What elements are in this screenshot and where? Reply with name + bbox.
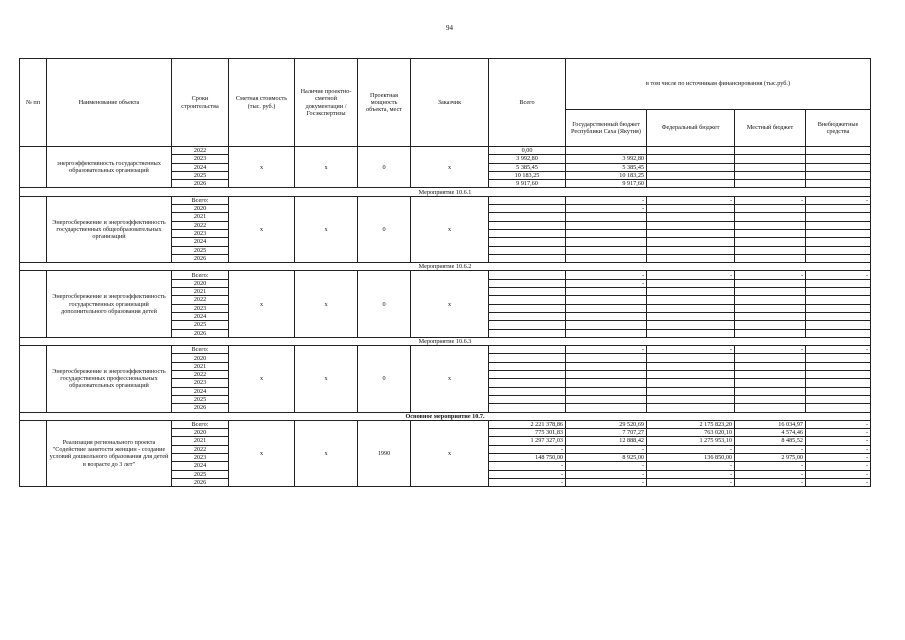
cell-object-name: Энергосбережение и энергоэффективность государственных профессиональных образовательных организаций (47, 346, 172, 412)
cell-federal: 2 175 823,20 (647, 420, 735, 428)
cell-year: 2021 (172, 213, 229, 221)
cell-customer: x (411, 346, 489, 412)
cell-federal (647, 254, 735, 262)
cell-regional (566, 312, 647, 320)
cell-regional (566, 246, 647, 254)
cell-federal: - (647, 478, 735, 486)
cell-federal (647, 246, 735, 254)
cell-offbudget (806, 312, 871, 320)
cell-total (489, 312, 566, 320)
cell-local: - (735, 196, 806, 204)
cell-offbudget (806, 321, 871, 329)
cell-year: Всего: (172, 196, 229, 204)
cell-regional (566, 395, 647, 403)
cell-year: 2024 (172, 163, 229, 171)
cell-capacity: 0 (358, 271, 411, 337)
cell-year: 2024 (172, 312, 229, 320)
cell-federal (647, 354, 735, 362)
table-row (20, 147, 871, 155)
cell-year: 2021 (172, 288, 229, 296)
cell-year: Всего: (172, 271, 229, 279)
header-federal: Федеральный бюджет (647, 110, 735, 147)
cell-offbudget (806, 155, 871, 163)
cell-total: - (489, 462, 566, 470)
section-title: Основное мероприятие 10.7. (20, 412, 871, 420)
section-title: Мероприятие 10.6.2 (20, 263, 871, 271)
cell-local: 8 485,52 (735, 437, 806, 445)
cell-offbudget (806, 395, 871, 403)
cell-local: - (735, 478, 806, 486)
cell-regional (566, 387, 647, 395)
table-header (20, 59, 871, 147)
cell-local (735, 229, 806, 237)
cell-total: 9 917,60 (489, 180, 566, 188)
cell-regional: 10 183,25 (566, 171, 647, 179)
cell-year: 2021 (172, 362, 229, 370)
cell-regional: 3 992,80 (566, 155, 647, 163)
cell-local (735, 329, 806, 337)
cell-capacity: 0 (358, 196, 411, 262)
cell-year: 2023 (172, 229, 229, 237)
cell-total (489, 296, 566, 304)
cell-offbudget (806, 238, 871, 246)
cell-total (489, 288, 566, 296)
cell-year: 2023 (172, 379, 229, 387)
cell-year: 2022 (172, 221, 229, 229)
cell-total (489, 404, 566, 412)
cell-offbudget (806, 229, 871, 237)
cell-federal (647, 379, 735, 387)
cell-offbudget: - (806, 453, 871, 461)
cell-local: 4 574,46 (735, 429, 806, 437)
cell-regional: 12 888,42 (566, 437, 647, 445)
page-number: 94 (446, 24, 453, 32)
cell-total (489, 254, 566, 262)
cell-total (489, 395, 566, 403)
cell-regional (566, 296, 647, 304)
cell-local (735, 371, 806, 379)
cell-year: 2020 (172, 354, 229, 362)
cell-num (20, 147, 47, 188)
cell-offbudget: - (806, 196, 871, 204)
cell-federal (647, 321, 735, 329)
cell-federal: - (647, 271, 735, 279)
cell-local (735, 205, 806, 213)
cell-total (489, 371, 566, 379)
cell-regional (566, 329, 647, 337)
cell-year: 2026 (172, 404, 229, 412)
cell-offbudget (806, 205, 871, 213)
cell-offbudget (806, 221, 871, 229)
cell-regional: - (566, 346, 647, 354)
cell-offbudget (806, 404, 871, 412)
cell-year: 2023 (172, 304, 229, 312)
header-cost: Сметная стоимость (тыс. руб.) (229, 59, 295, 147)
cell-offbudget (806, 180, 871, 188)
cell-regional (566, 379, 647, 387)
cell-federal (647, 163, 735, 171)
cell-total (489, 279, 566, 287)
financing-table (19, 58, 871, 487)
cell-regional: - (566, 445, 647, 453)
cell-num (20, 346, 47, 412)
cell-year: 2022 (172, 371, 229, 379)
cell-local (735, 254, 806, 262)
cell-regional (566, 404, 647, 412)
cell-federal: 1 275 953,10 (647, 437, 735, 445)
cell-total (489, 221, 566, 229)
section-row (20, 188, 871, 196)
cell-local (735, 312, 806, 320)
cell-offbudget: - (806, 462, 871, 470)
cell-federal: - (647, 445, 735, 453)
cell-object-name: Энергосбережение и энергоэффективность государственных организаций дополнительного образования детей (47, 271, 172, 337)
cell-num (20, 271, 47, 337)
cell-year: 2020 (172, 429, 229, 437)
cell-federal (647, 387, 735, 395)
cell-capacity: 0 (358, 346, 411, 412)
cell-year: 2025 (172, 470, 229, 478)
cell-total: 5 385,45 (489, 163, 566, 171)
cell-federal (647, 238, 735, 246)
cell-regional (566, 213, 647, 221)
cell-local (735, 379, 806, 387)
cell-total: - (489, 478, 566, 486)
cell-local: 16 034,97 (735, 420, 806, 428)
cell-regional: 8 925,00 (566, 453, 647, 461)
cell-regional (566, 254, 647, 262)
cell-offbudget (806, 387, 871, 395)
cell-object-name: Реализация регионального проекта "Содействие занятости женщин - создание условий дошкольного образования для детей в возрасте до 3 лет" (47, 420, 172, 486)
cell-local (735, 387, 806, 395)
cell-total (489, 196, 566, 204)
cell-regional (566, 321, 647, 329)
cell-year: 2020 (172, 279, 229, 287)
cell-year: 2022 (172, 147, 229, 155)
cell-federal: - (647, 196, 735, 204)
header-num: № пп (20, 59, 47, 147)
cell-customer: x (411, 271, 489, 337)
section-row (20, 337, 871, 345)
cell-cost: x (229, 271, 295, 337)
table-body (20, 147, 871, 487)
cell-total: - (489, 445, 566, 453)
header-terms: Сроки строительства (172, 59, 229, 147)
cell-total (489, 246, 566, 254)
cell-total (489, 205, 566, 213)
cell-year: 2024 (172, 387, 229, 395)
cell-regional (566, 238, 647, 246)
cell-offbudget: - (806, 470, 871, 478)
cell-docs: x (295, 271, 358, 337)
cell-total (489, 213, 566, 221)
cell-year: 2020 (172, 205, 229, 213)
cell-regional (566, 304, 647, 312)
cell-total (489, 354, 566, 362)
header-regional: Государственный бюджет Республики Саха (Якутия) (566, 110, 647, 147)
table-row (20, 346, 871, 354)
cell-regional: - (566, 279, 647, 287)
section-title: Мероприятие 10.6.3 (20, 337, 871, 345)
cell-customer: x (411, 147, 489, 188)
cell-year: 2026 (172, 180, 229, 188)
cell-year: Всего: (172, 420, 229, 428)
cell-regional (566, 147, 647, 155)
cell-offbudget (806, 147, 871, 155)
cell-local: - (735, 445, 806, 453)
cell-local (735, 321, 806, 329)
cell-local (735, 213, 806, 221)
cell-offbudget (806, 362, 871, 370)
cell-federal (647, 180, 735, 188)
cell-offbudget (806, 288, 871, 296)
cell-regional: 7 707,27 (566, 429, 647, 437)
header-customer: Заказчик (411, 59, 489, 147)
cell-federal (647, 229, 735, 237)
table-row (20, 271, 871, 279)
cell-num (20, 196, 47, 262)
cell-year: 2024 (172, 238, 229, 246)
cell-regional (566, 288, 647, 296)
cell-offbudget: - (806, 420, 871, 428)
cell-local: - (735, 271, 806, 279)
cell-year: Всего: (172, 346, 229, 354)
cell-year: 2026 (172, 478, 229, 486)
cell-year: 2025 (172, 171, 229, 179)
cell-capacity: 0 (358, 147, 411, 188)
cell-local (735, 296, 806, 304)
cell-total: 2 221 378,86 (489, 420, 566, 428)
cell-total: 3 992,80 (489, 155, 566, 163)
cell-local (735, 163, 806, 171)
cell-local (735, 180, 806, 188)
cell-regional: - (566, 470, 647, 478)
cell-federal (647, 371, 735, 379)
cell-total: 1 297 327,03 (489, 437, 566, 445)
cell-federal (647, 147, 735, 155)
cell-total: 10 183,25 (489, 171, 566, 179)
cell-customer: x (411, 420, 489, 486)
cell-local (735, 155, 806, 163)
cell-cost: x (229, 346, 295, 412)
cell-local (735, 279, 806, 287)
cell-offbudget: - (806, 478, 871, 486)
cell-total (489, 238, 566, 246)
cell-local (735, 354, 806, 362)
cell-year: 2025 (172, 395, 229, 403)
cell-offbudget (806, 213, 871, 221)
cell-offbudget (806, 279, 871, 287)
cell-year: 2022 (172, 445, 229, 453)
cell-year: 2026 (172, 254, 229, 262)
cell-regional (566, 354, 647, 362)
section-row (20, 263, 871, 271)
cell-year: 2023 (172, 453, 229, 461)
cell-offbudget: - (806, 429, 871, 437)
cell-local (735, 404, 806, 412)
cell-federal (647, 221, 735, 229)
cell-regional: - (566, 205, 647, 213)
cell-offbudget: - (806, 346, 871, 354)
cell-federal (647, 296, 735, 304)
cell-offbudget (806, 329, 871, 337)
cell-offbudget: - (806, 445, 871, 453)
cell-cost: x (229, 420, 295, 486)
cell-regional (566, 362, 647, 370)
cell-offbudget (806, 254, 871, 262)
cell-regional: - (566, 478, 647, 486)
cell-federal: 136 850,00 (647, 453, 735, 461)
cell-federal (647, 155, 735, 163)
cell-local: - (735, 346, 806, 354)
cell-year: 2025 (172, 246, 229, 254)
cell-offbudget (806, 171, 871, 179)
cell-regional (566, 221, 647, 229)
cell-total (489, 321, 566, 329)
cell-object-name: энергоэффективность государственных образовательных организаций (47, 147, 172, 188)
cell-local (735, 395, 806, 403)
cell-federal (647, 205, 735, 213)
cell-docs: x (295, 346, 358, 412)
table-row (20, 196, 871, 204)
cell-total: 775 301,83 (489, 429, 566, 437)
cell-regional: 9 917,60 (566, 180, 647, 188)
cell-local (735, 238, 806, 246)
cell-offbudget: - (806, 271, 871, 279)
cell-offbudget (806, 354, 871, 362)
cell-federal (647, 395, 735, 403)
cell-total: - (489, 470, 566, 478)
cell-offbudget (806, 371, 871, 379)
cell-regional: - (566, 462, 647, 470)
cell-local (735, 246, 806, 254)
cell-docs: x (295, 420, 358, 486)
section-title: Мероприятие 10.6.1 (20, 188, 871, 196)
cell-total (489, 304, 566, 312)
cell-offbudget: - (806, 437, 871, 445)
cell-offbudget (806, 304, 871, 312)
cell-total (489, 329, 566, 337)
cell-regional (566, 371, 647, 379)
header-offbudget: Внебюджетные средства (806, 110, 871, 147)
cell-total (489, 362, 566, 370)
header-total: Всего (489, 59, 566, 147)
cell-regional: - (566, 271, 647, 279)
cell-offbudget (806, 163, 871, 171)
cell-year: 2023 (172, 155, 229, 163)
cell-local (735, 147, 806, 155)
cell-docs: x (295, 196, 358, 262)
cell-total: 0,00 (489, 147, 566, 155)
cell-year: 2025 (172, 321, 229, 329)
cell-customer: x (411, 196, 489, 262)
cell-offbudget (806, 246, 871, 254)
header-docs: Наличие проектно-сметной документации /Госэкспертизы (295, 59, 358, 147)
cell-regional: 5 385,45 (566, 163, 647, 171)
cell-regional (566, 229, 647, 237)
cell-federal (647, 362, 735, 370)
cell-regional: 29 520,69 (566, 420, 647, 428)
cell-federal: - (647, 462, 735, 470)
cell-offbudget (806, 379, 871, 387)
cell-federal: 763 020,10 (647, 429, 735, 437)
cell-year: 2026 (172, 329, 229, 337)
header-name: Наименование объекта (47, 59, 172, 147)
cell-local: 2 975,00 (735, 453, 806, 461)
cell-total (489, 346, 566, 354)
cell-local (735, 221, 806, 229)
cell-federal (647, 404, 735, 412)
cell-federal (647, 171, 735, 179)
cell-local: - (735, 470, 806, 478)
cell-local (735, 171, 806, 179)
cell-num (20, 420, 47, 486)
cell-object-name: Энергосбережение и энергоэффективность государственных общеобразовательных организаций (47, 196, 172, 262)
cell-local (735, 304, 806, 312)
cell-total (489, 271, 566, 279)
cell-federal: - (647, 346, 735, 354)
cell-total: 148 750,00 (489, 453, 566, 461)
cell-local (735, 362, 806, 370)
section-row (20, 412, 871, 420)
cell-federal (647, 213, 735, 221)
cell-total (489, 229, 566, 237)
cell-federal (647, 304, 735, 312)
cell-federal (647, 329, 735, 337)
cell-year: 2022 (172, 296, 229, 304)
cell-local (735, 288, 806, 296)
cell-federal: - (647, 470, 735, 478)
cell-federal (647, 288, 735, 296)
cell-federal (647, 312, 735, 320)
cell-cost: x (229, 196, 295, 262)
cell-year: 2024 (172, 462, 229, 470)
cell-cost: x (229, 147, 295, 188)
cell-local: - (735, 462, 806, 470)
cell-capacity: 1990 (358, 420, 411, 486)
header-local: Местный бюджет (735, 110, 806, 147)
cell-federal (647, 279, 735, 287)
cell-regional: - (566, 196, 647, 204)
cell-offbudget (806, 296, 871, 304)
header-capacity: Проектная мощность объекта, мест (358, 59, 411, 147)
cell-docs: x (295, 147, 358, 188)
table-row (20, 420, 871, 428)
header-sources: в том числе по источникам финансирования (тыс.руб.) (566, 59, 871, 110)
cell-total (489, 379, 566, 387)
cell-year: 2021 (172, 437, 229, 445)
cell-total (489, 387, 566, 395)
